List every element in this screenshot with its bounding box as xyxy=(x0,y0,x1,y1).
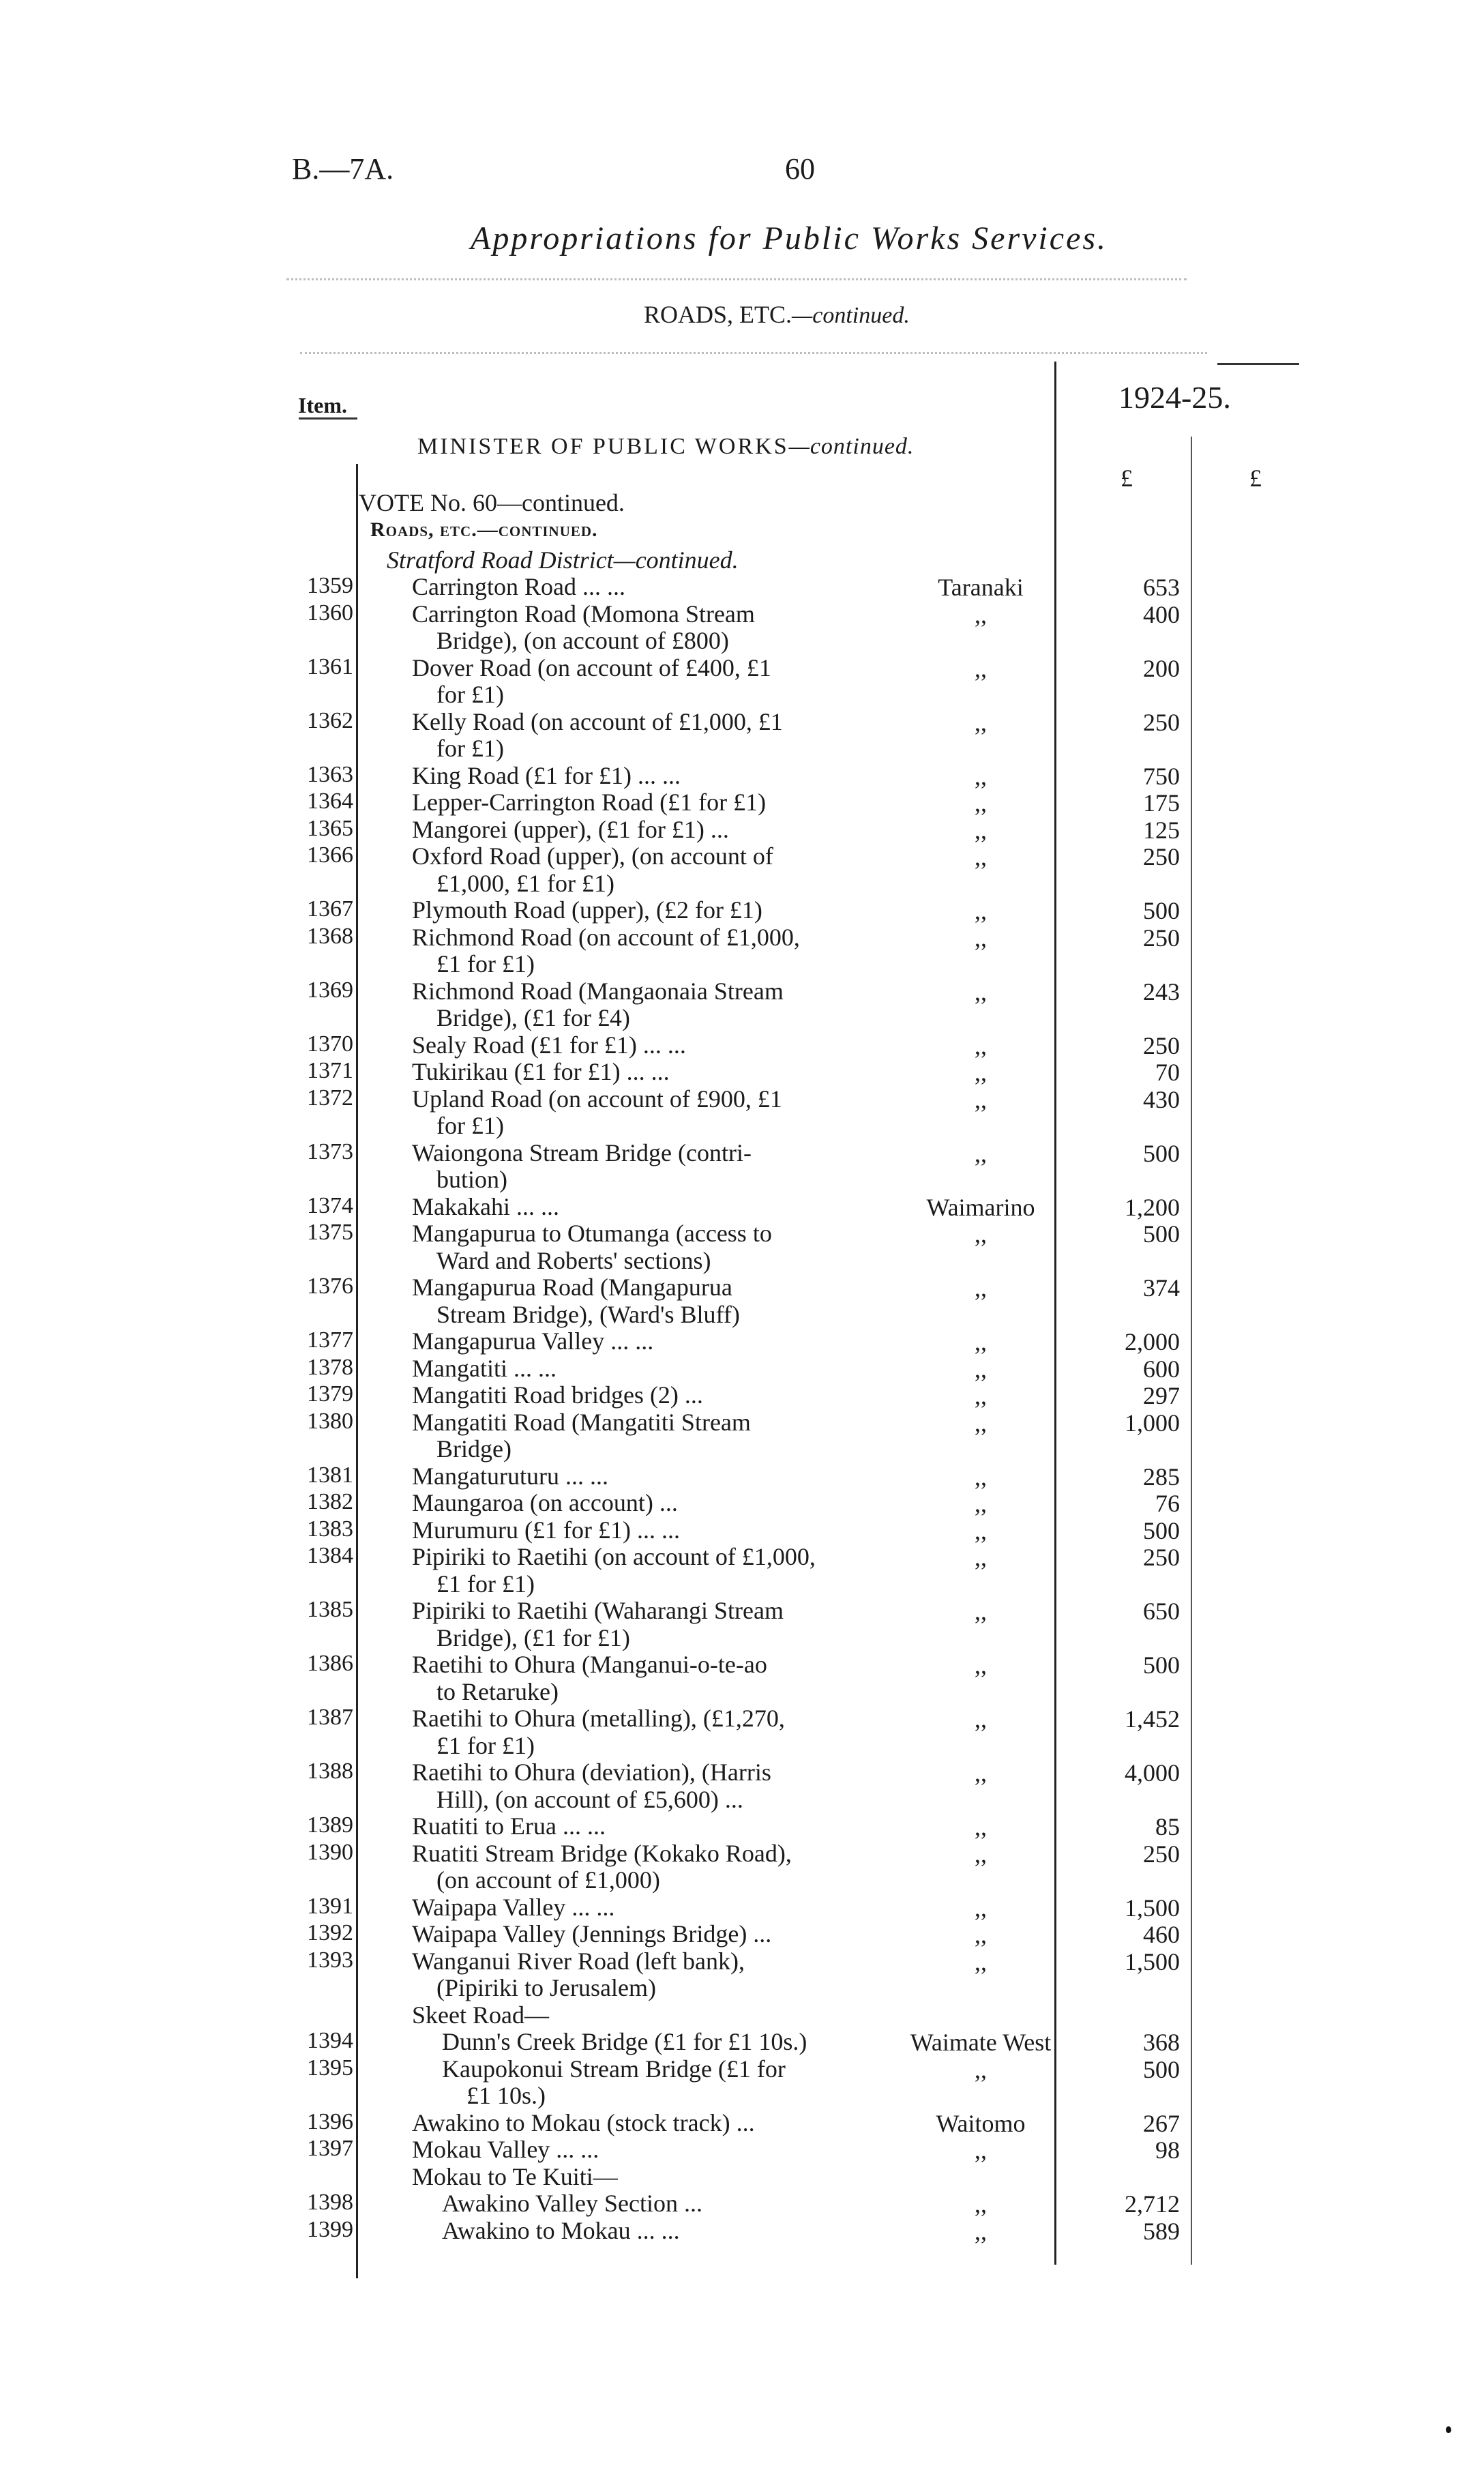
item-description: Lepper-Carrington Road (£1 for £1) xyxy=(412,789,767,816)
item-description: Raetihi to Ohura (Manganui-o-te-ao xyxy=(412,1651,767,1678)
item-description: Raetihi to Ohura (metalling), (£1,270, xyxy=(412,1705,785,1732)
amount-value: 368 xyxy=(1143,2029,1180,2056)
currency-symbol-2: £ xyxy=(1249,465,1262,492)
item-description: Mokau Valley ... ... xyxy=(412,2136,599,2163)
item-description: £1 for £1) xyxy=(436,950,535,977)
electoral-district: Taranaki xyxy=(938,574,1024,601)
item-number: 1374 xyxy=(307,1192,353,1218)
amount-value: 500 xyxy=(1143,1516,1180,1544)
document-reference: B.—7A. xyxy=(292,152,394,186)
page-title: Appropriations for Public Works Services. xyxy=(471,220,1108,256)
electoral-district: ,, xyxy=(975,1544,987,1571)
electoral-district: ,, xyxy=(975,1085,987,1113)
item-description: Pipiriki to Raetihi (Waharangi Stream xyxy=(412,1597,784,1624)
item-number: 1375 xyxy=(307,1220,353,1245)
item-number: 1399 xyxy=(307,2216,353,2242)
item-description: Waipapa Valley (Jennings Bridge) ... xyxy=(412,1920,772,1947)
item-description: Ruatiti to Erua ... ... xyxy=(412,1812,606,1840)
item-number: 1397 xyxy=(307,2136,353,2161)
item-description: Murumuru (£1 for £1) ... ... xyxy=(412,1516,680,1544)
amount-value: 500 xyxy=(1143,897,1180,924)
item-number: 1398 xyxy=(307,2190,353,2215)
item-number: 1394 xyxy=(307,2028,353,2053)
item-description: Mangaturuturu ... ... xyxy=(412,1462,608,1490)
item-description: Mangatiti ... ... xyxy=(412,1354,556,1382)
electoral-district: ,, xyxy=(975,843,987,870)
electoral-district: ,, xyxy=(975,1490,987,1517)
item-description: Makakahi ... ... xyxy=(412,1192,559,1220)
item-description: to Retaruke) xyxy=(436,1677,559,1705)
item-number: 1371 xyxy=(307,1058,353,1083)
amount-value: 2,000 xyxy=(1125,1328,1180,1355)
item-number: 1393 xyxy=(307,1947,353,1973)
electoral-district: ,, xyxy=(975,1651,987,1679)
electoral-district: Waimarino xyxy=(926,1193,1035,1221)
item-description: Skeet Road— xyxy=(412,2001,549,2029)
vote-heading: VOTE No. 60—continued. xyxy=(359,489,625,516)
amount-value: 1,200 xyxy=(1125,1193,1180,1221)
item-description: Richmond Road (Mangaonaia Stream xyxy=(412,977,784,1005)
amount-value: 460 xyxy=(1143,1921,1180,1948)
amount-value: 285 xyxy=(1143,1462,1180,1490)
item-number: 1367 xyxy=(307,896,353,922)
item-description: bution) xyxy=(436,1166,507,1193)
item-description: for £1) xyxy=(436,735,504,762)
electoral-district: ,, xyxy=(975,1705,987,1733)
item-description: Plymouth Road (upper), (£2 for £1) xyxy=(412,896,762,924)
amount-value: 243 xyxy=(1143,977,1180,1005)
electoral-district: ,, xyxy=(975,708,987,736)
item-description: King Road (£1 for £1) ... ... xyxy=(412,761,681,789)
item-description: Raetihi to Ohura (deviation), (Harris xyxy=(412,1759,771,1786)
item-number: 1365 xyxy=(307,815,353,841)
amount-value: 4,000 xyxy=(1125,1759,1180,1786)
amount-value: 175 xyxy=(1143,789,1180,817)
item-number: 1377 xyxy=(307,1327,353,1353)
amount-value: 200 xyxy=(1143,654,1180,682)
electoral-district: ,, xyxy=(975,1813,987,1840)
item-description: Bridge), (on account of £800) xyxy=(436,627,729,654)
electoral-district: ,, xyxy=(975,2190,987,2218)
item-number: 1362 xyxy=(307,707,353,733)
electoral-district: ,, xyxy=(975,1059,987,1086)
item-number: 1368 xyxy=(307,923,353,949)
item-number: 1395 xyxy=(307,2055,353,2080)
amount-value: 98 xyxy=(1155,2136,1180,2164)
roads-heading: Roads, etc.—continued. xyxy=(370,518,598,541)
electoral-district: ,, xyxy=(975,977,987,1005)
item-description: (on account of £1,000) xyxy=(436,1866,660,1894)
amount-value: 250 xyxy=(1143,708,1180,736)
item-description: Richmond Road (on account of £1,000, xyxy=(412,923,800,951)
item-description: Oxford Road (upper), (on account of xyxy=(412,842,773,870)
amount-value: 750 xyxy=(1143,762,1180,790)
amount-value: 250 xyxy=(1143,1544,1180,1571)
item-number: 1387 xyxy=(307,1705,353,1730)
amount-value: 297 xyxy=(1143,1382,1180,1409)
amount-value: 2,712 xyxy=(1125,2190,1180,2218)
section-label: ROADS, ETC. xyxy=(644,301,792,328)
item-description: Awakino to Mokau ... ... xyxy=(442,2216,680,2244)
amount-value: 1,500 xyxy=(1125,1894,1180,1922)
item-number: 1360 xyxy=(307,600,353,626)
item-description: Ruatiti Stream Bridge (Kokako Road), xyxy=(412,1839,792,1867)
amount-value: 500 xyxy=(1143,2055,1180,2083)
item-description: Maungaroa (on account) ... xyxy=(412,1489,678,1516)
item-description: Awakino to Mokau (stock track) ... xyxy=(412,2108,755,2136)
amount-value: 125 xyxy=(1143,816,1180,844)
amount-value: 653 xyxy=(1143,574,1180,601)
electoral-district: ,, xyxy=(975,1220,987,1248)
electoral-district: ,, xyxy=(975,924,987,952)
amount-value: 374 xyxy=(1143,1274,1180,1302)
amount-value: 250 xyxy=(1143,924,1180,952)
electoral-district: ,, xyxy=(975,1759,987,1786)
electoral-district: ,, xyxy=(975,816,987,844)
electoral-district: ,, xyxy=(975,1382,987,1409)
amount-value: 250 xyxy=(1143,843,1180,870)
minister-label: MINISTER OF PUBLIC WORKS xyxy=(417,434,789,459)
amount-value: 650 xyxy=(1143,1598,1180,1625)
electoral-district: ,, xyxy=(975,1274,987,1302)
minister-suffix: —continued. xyxy=(788,434,915,459)
item-number: 1391 xyxy=(307,1893,353,1919)
amount-value: 600 xyxy=(1143,1355,1180,1383)
item-description: Tukirikau (£1 for £1) ... ... xyxy=(412,1058,670,1085)
item-description: Ward and Roberts' sections) xyxy=(436,1246,711,1274)
district-heading: Stratford Road District—continued. xyxy=(387,546,739,574)
item-description: Mangapurua to Otumanga (access to xyxy=(412,1220,772,1247)
amount-value: 250 xyxy=(1143,1840,1180,1868)
item-description: Mangorei (upper), (£1 for £1) ... xyxy=(412,815,729,843)
item-number: 1379 xyxy=(307,1381,353,1407)
item-number: 1382 xyxy=(307,1489,353,1514)
electoral-district: ,, xyxy=(975,762,987,790)
item-description: Mangatiti Road bridges (2) ... xyxy=(412,1381,703,1409)
amount-value: 500 xyxy=(1143,1220,1180,1248)
electoral-district: ,, xyxy=(975,1462,987,1490)
amount-value: 1,452 xyxy=(1125,1705,1180,1733)
amount-value: 500 xyxy=(1143,1651,1180,1679)
item-column-header: Item. xyxy=(298,393,347,417)
item-description: £1 for £1) xyxy=(436,1570,535,1598)
item-number: 1386 xyxy=(307,1651,353,1676)
item-description: £1,000, £1 for £1) xyxy=(436,869,614,897)
item-description: Dover Road (on account of £400, £1 xyxy=(412,653,771,681)
item-description: Mangapurua Valley ... ... xyxy=(412,1327,654,1355)
currency-symbol-1: £ xyxy=(1121,465,1133,492)
item-description: Bridge), (£1 for £1) xyxy=(436,1623,630,1651)
amount-value: 250 xyxy=(1143,1031,1180,1059)
amount-value: 400 xyxy=(1143,600,1180,628)
electoral-district: ,, xyxy=(975,1840,987,1868)
electoral-district: ,, xyxy=(975,1355,987,1383)
item-number: 1364 xyxy=(307,789,353,814)
item-description: Hill), (on account of £5,600) ... xyxy=(436,1785,743,1813)
electoral-district: ,, xyxy=(975,654,987,682)
item-description: Dunn's Creek Bridge (£1 for £1 10s.) xyxy=(442,2028,807,2055)
item-number: 1372 xyxy=(307,1085,353,1111)
item-number: 1359 xyxy=(307,573,353,598)
electoral-district: ,, xyxy=(975,2217,987,2245)
item-description: for £1) xyxy=(436,1112,504,1139)
item-description: £1 10s.) xyxy=(466,2082,546,2109)
item-description: Bridge) xyxy=(436,1435,511,1462)
item-number: 1390 xyxy=(307,1839,353,1865)
item-description: Mangapurua Road (Mangapurua xyxy=(412,1274,732,1301)
electoral-district: ,, xyxy=(975,1031,987,1059)
amount-value: 267 xyxy=(1143,2109,1180,2137)
item-number: 1366 xyxy=(307,842,353,868)
electoral-district: ,, xyxy=(975,1947,987,1975)
electoral-district: ,, xyxy=(975,600,987,628)
item-number: 1388 xyxy=(307,1759,353,1784)
item-number: 1378 xyxy=(307,1354,353,1380)
amount-value: 589 xyxy=(1143,2217,1180,2245)
electoral-district: ,, xyxy=(975,2055,987,2083)
electoral-district: ,, xyxy=(975,1598,987,1625)
item-description: £1 for £1) xyxy=(436,1731,535,1759)
item-description: Kaupokonui Stream Bridge (£1 for xyxy=(442,2055,786,2083)
section-suffix: —continued. xyxy=(792,303,910,328)
amount-value: 1,500 xyxy=(1125,1947,1180,1975)
amount-value: 85 xyxy=(1155,1813,1180,1840)
electoral-district: Waimate West xyxy=(910,2029,1052,2056)
electoral-district: ,, xyxy=(975,1516,987,1544)
item-description: Wanganui River Road (left bank), xyxy=(412,1947,745,1975)
page-speck xyxy=(1446,2426,1451,2433)
electoral-district: ,, xyxy=(975,1139,987,1167)
electoral-district: ,, xyxy=(975,897,987,924)
electoral-district: ,, xyxy=(975,1409,987,1437)
electoral-district: Waitomo xyxy=(936,2109,1026,2137)
item-number: 1384 xyxy=(307,1543,353,1568)
year-column-header: 1924-25. xyxy=(1118,380,1231,415)
item-number: 1373 xyxy=(307,1138,353,1164)
electoral-district: ,, xyxy=(975,1921,987,1948)
item-description: Mokau to Te Kuiti— xyxy=(412,2162,618,2190)
item-number: 1363 xyxy=(307,761,353,787)
item-description: Pipiriki to Raetihi (on account of £1,000, xyxy=(412,1543,816,1570)
item-description: Carrington Road ... ... xyxy=(412,573,625,600)
item-number: 1361 xyxy=(307,653,353,679)
item-number: 1392 xyxy=(307,1920,353,1945)
item-number: 1376 xyxy=(307,1274,353,1299)
item-description: Awakino Valley Section ... xyxy=(442,2190,702,2217)
item-number: 1381 xyxy=(307,1462,353,1488)
item-description: Carrington Road (Momona Stream xyxy=(412,600,755,628)
item-number: 1383 xyxy=(307,1516,353,1542)
item-number: 1385 xyxy=(307,1597,353,1622)
item-number: 1389 xyxy=(307,1812,353,1838)
electoral-district: ,, xyxy=(975,1328,987,1355)
amount-value: 500 xyxy=(1143,1139,1180,1167)
electoral-district: ,, xyxy=(975,1894,987,1922)
item-description: Waiongona Stream Bridge (contri- xyxy=(412,1138,752,1166)
amount-value: 70 xyxy=(1155,1059,1180,1086)
item-number: 1369 xyxy=(307,977,353,1003)
electoral-district: ,, xyxy=(975,789,987,817)
item-number: 1370 xyxy=(307,1031,353,1057)
item-description: Bridge), (£1 for £4) xyxy=(436,1004,630,1031)
item-description: for £1) xyxy=(436,681,504,708)
item-description: Waipapa Valley ... ... xyxy=(412,1893,615,1921)
item-description: Stream Bridge), (Ward's Bluff) xyxy=(436,1300,740,1328)
item-number: 1396 xyxy=(307,2108,353,2134)
amount-value: 1,000 xyxy=(1125,1409,1180,1437)
item-description: Upland Road (on account of £900, £1 xyxy=(412,1085,782,1113)
item-description: (Pipiriki to Jerusalem) xyxy=(436,1974,656,2001)
item-description: Sealy Road (£1 for £1) ... ... xyxy=(412,1031,686,1059)
electoral-district: ,, xyxy=(975,2136,987,2164)
page-number: 60 xyxy=(785,152,815,186)
item-description: Mangatiti Road (Mangatiti Stream xyxy=(412,1408,751,1436)
amount-value: 430 xyxy=(1143,1085,1180,1113)
item-number: 1380 xyxy=(307,1408,353,1434)
amount-value: 76 xyxy=(1155,1490,1180,1517)
item-description: Kelly Road (on account of £1,000, £1 xyxy=(412,707,783,735)
